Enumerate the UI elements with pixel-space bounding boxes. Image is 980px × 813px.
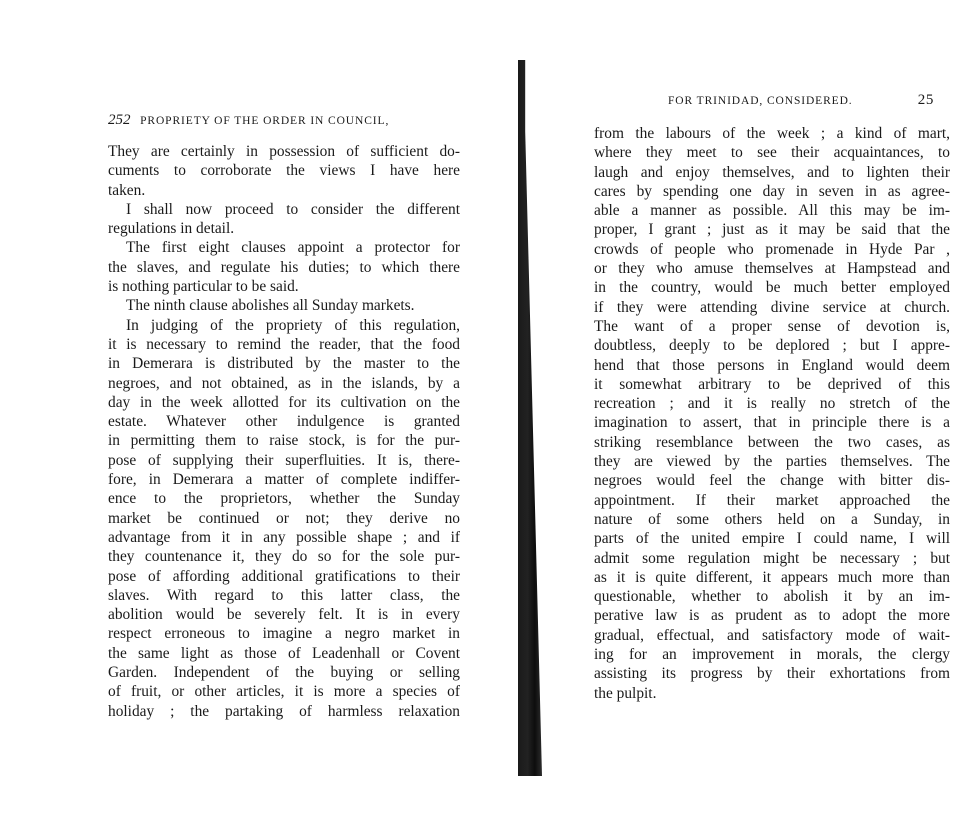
- text-line: assisting its progress by their exhortations from: [594, 665, 950, 683]
- text-line: pose of affording additional gratifications to their: [108, 567, 460, 585]
- text-line: regulations in detail.: [108, 220, 235, 238]
- text-line: of fruit, or other articles, it is more a species of: [108, 683, 460, 701]
- text-line: estate. Whatever other indulgence is granted: [108, 413, 460, 431]
- text-line: ing for an improvement in morals, the clergy: [594, 646, 950, 664]
- text-line: the slaves, and regulate his duties; to which there: [108, 258, 460, 276]
- text-line: hend that those persons in England would deem: [594, 356, 950, 374]
- text-line: it somewhat arbitrary to be deprived of this: [594, 375, 950, 393]
- text-line: recreation ; and it is really no stretch of the: [594, 395, 950, 413]
- text-line: holiday ; the partaking of harmless relaxation: [108, 702, 460, 720]
- text-line: laugh and enjoy themselves, and to lighten their: [594, 163, 950, 181]
- text-line: They are certainly in possession of sufficient do-: [108, 143, 460, 160]
- text-line: parts of the united empire I could name, I will: [594, 530, 950, 548]
- text-line: is nothing particular to be said.: [108, 278, 299, 296]
- text-line: doubtless, deeply to be deplored ; but I appre-: [594, 337, 950, 355]
- text-line: or they who amuse themselves at Hampstead and: [594, 260, 950, 278]
- text-line: respect erroneous to imagine a negro market in: [108, 625, 460, 643]
- text-line: perative law is as prudent as to adopt the more: [594, 607, 950, 625]
- text-line: cares by spending one day in seven in as agree-: [594, 182, 950, 200]
- text-line: as it is quite different, it appears much more than: [594, 568, 950, 586]
- left-page-number: 252: [108, 112, 131, 128]
- text-line: in permitting them to raise stock, is for the pur-: [108, 432, 460, 450]
- text-line: gradual, effectual, and satisfactory mode of wait-: [594, 626, 950, 644]
- text-line: abolition would be severely felt. It is in every: [108, 606, 460, 624]
- text-line: ence to the proprietors, whether the Sunday: [108, 490, 460, 508]
- text-line: negroes, and not obtained, as in the islands, by a: [108, 374, 460, 392]
- text-line: it is necessary to remind the reader, that the food: [108, 335, 460, 353]
- text-line: questionable, whether to abolish it by an im-: [594, 588, 950, 606]
- text-line: The want of a proper sense of devotion is,: [594, 317, 950, 335]
- text-line: if they were attending divine service at church.: [594, 298, 950, 316]
- right-running-head: [594, 92, 950, 114]
- text-line: I shall now proceed to consider the different: [126, 200, 460, 218]
- text-line: they countenance it, they do so for the sole pur-: [108, 548, 460, 566]
- text-line: pose of supplying their superfluities. It is, there-: [108, 451, 460, 469]
- text-line: crowds of people who promenade in Hyde Par ,: [594, 240, 950, 258]
- text-line: admit some regulation might be necessary ; but: [594, 549, 950, 567]
- right-page-body: [594, 124, 950, 703]
- text-line: the pulpit.: [594, 684, 657, 702]
- text-line: taken.: [108, 181, 146, 199]
- left-page: [108, 112, 460, 721]
- left-running-title: PROPRIETY OF THE ORDER IN COUNCIL,: [140, 115, 390, 127]
- book-gutter: [518, 60, 542, 776]
- text-line: The ninth clause abolishes all Sunday markets.: [126, 297, 415, 315]
- text-line: Garden. Independent of the buying or selling: [108, 664, 460, 682]
- text-line: In judging of the propriety of this regulation,: [126, 316, 460, 334]
- right-page: [594, 92, 950, 703]
- text-line: appointment. If their market approached the: [594, 491, 950, 509]
- text-line: in Demerara is distributed by the master to the: [108, 355, 460, 373]
- text-line: proper, I grant ; just as it may be said that the: [594, 221, 950, 239]
- right-page-number: 25: [917, 92, 934, 108]
- text-line: able a manner as possible. All this may be im-: [594, 202, 950, 220]
- text-line: cuments to corroborate the views I have here: [108, 162, 460, 180]
- text-line: slaves. With regard to this latter class, the: [108, 586, 460, 604]
- text-line: fore, in Demerara a matter of complete indiffer-: [108, 471, 460, 489]
- text-line: The first eight clauses appoint a protector for: [126, 239, 460, 257]
- left-page-body: [108, 142, 460, 721]
- text-line: negroes would feel the change with bitter dis-: [594, 472, 950, 490]
- left-running-head: [108, 112, 460, 134]
- text-line: market be continued or not; they derive no: [108, 509, 460, 527]
- right-running-title: FOR TRINIDAD, CONSIDERED.: [668, 95, 853, 107]
- text-line: striking resemblance between the two cases, as: [594, 433, 950, 451]
- text-line: in the country, would be much better employed: [594, 279, 950, 297]
- text-line: the same light as those of Leadenhall or Covent: [108, 644, 460, 662]
- text-line: imagination to assert, that in principle there is a: [594, 414, 950, 432]
- text-line: day in the week allotted for its cultivation on the: [108, 393, 460, 411]
- text-line: they are viewed by the parties themselves. The: [594, 453, 950, 471]
- text-line: where they meet to see their acquaintances, to: [594, 144, 950, 162]
- text-line: from the labours of the week ; a kind of mart,: [594, 125, 950, 142]
- text-line: advantage from it in any possible shape ; and if: [108, 528, 460, 546]
- text-line: nature of some others held on a Sunday, in: [594, 510, 950, 528]
